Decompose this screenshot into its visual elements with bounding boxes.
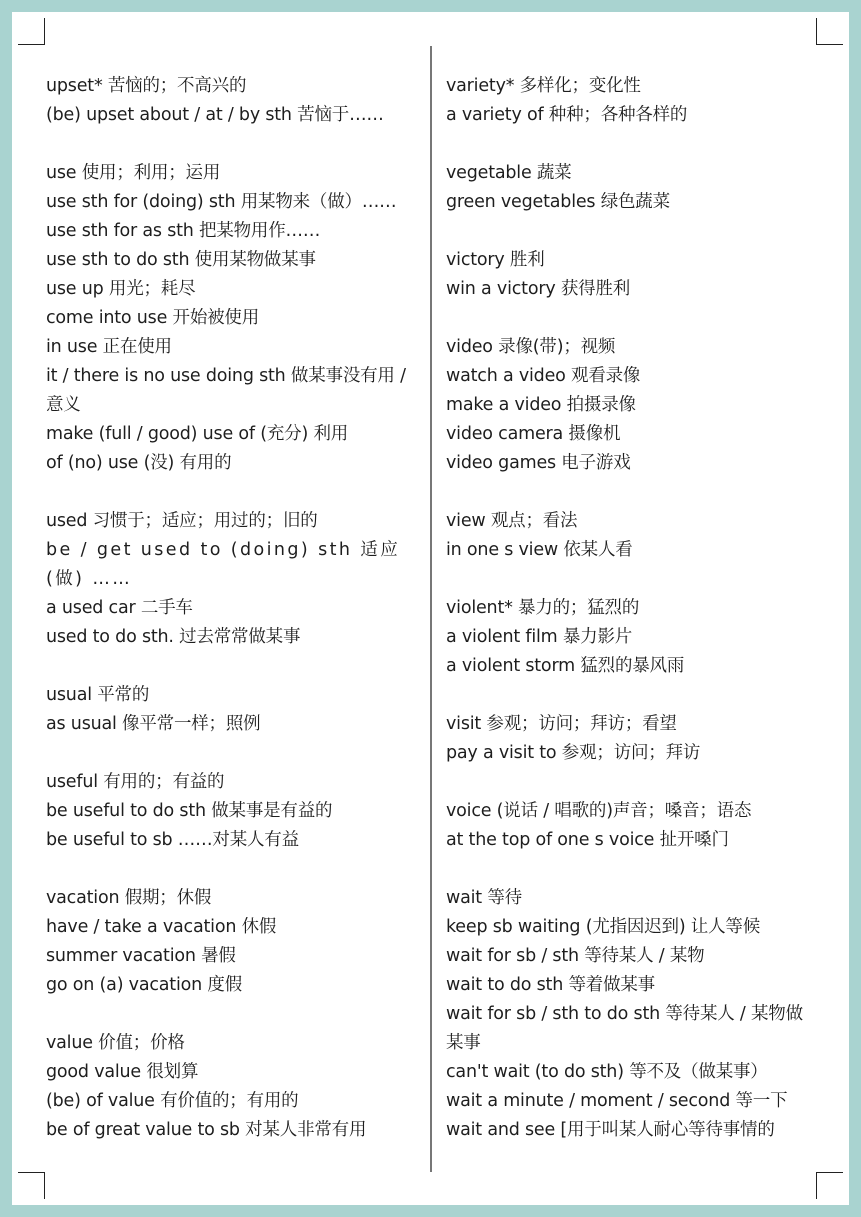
phrase-entry: in one s view 依某人看 — [446, 540, 633, 560]
headword-entry: vegetable 蔬菜 — [446, 163, 572, 183]
phrase-entry: in use 正在使用 — [46, 337, 172, 357]
crop-mark-bottom-left — [18, 1172, 45, 1199]
entry-group — [446, 507, 818, 565]
phrase-entry: green vegetables 绿色蔬菜 — [446, 192, 670, 212]
phrase-entry: go on (a) vacation 度假 — [46, 975, 242, 995]
phrase-entry: wait for sb / sth to do sth 等待某人 / 某物做某事 — [446, 1004, 803, 1053]
headword-entry: useful 有用的；有益的 — [46, 772, 225, 792]
phrase-entry: summer vacation 暑假 — [46, 946, 236, 966]
phrase-entry: a violent film 暴力影片 — [446, 627, 633, 647]
headword-entry: upset* 苦恼的；不高兴的 — [46, 76, 247, 96]
entry-group — [46, 72, 418, 130]
phrase-entry: wait and see [用于叫某人耐心等待事情的 — [446, 1120, 775, 1140]
phrase-entry: make (full / good) use of (充分) 利用 — [46, 424, 349, 444]
headword-entry: variety* 多样化；变化性 — [446, 76, 641, 96]
left-column — [46, 72, 418, 1174]
phrase-entry: win a victory 获得胜利 — [446, 279, 631, 299]
headword-entry: view 观点；看法 — [446, 511, 578, 531]
phrase-entry: (be) of value 有价值的；有用的 — [46, 1091, 299, 1111]
entry-group — [46, 768, 418, 855]
headword-entry: use 使用；利用；运用 — [46, 163, 221, 183]
entry-group — [446, 333, 818, 478]
headword-entry: voice (说话 / 唱歌的)声音；嗓音；语态 — [446, 801, 752, 821]
phrase-entry: pay a visit to 参观；访问；拜访 — [446, 743, 701, 763]
phrase-entry: a used car 二手车 — [46, 598, 193, 618]
phrase-entry: be useful to do sth 做某事是有益的 — [46, 801, 333, 821]
phrase-entry: of (no) use (没) 有用的 — [46, 453, 232, 473]
phrase-entry: use up 用光；耗尽 — [46, 279, 196, 299]
column-divider — [430, 46, 432, 1172]
entry-group — [446, 159, 818, 217]
vocabulary-page — [12, 12, 849, 1205]
phrase-entry: a variety of 种种；各种各样的 — [446, 105, 688, 125]
entry-group — [446, 884, 818, 1145]
phrase-entry: a violent storm 猛烈的暴风雨 — [446, 656, 685, 676]
phrase-entry: good value 很划算 — [46, 1062, 199, 1082]
phrase-entry: be useful to sb ……对某人有益 — [46, 830, 299, 850]
entry-group — [446, 594, 818, 681]
phrase-entry: (be) upset about / at / by sth 苦恼于…… — [46, 105, 384, 125]
headword-entry: vacation 假期；休假 — [46, 888, 212, 908]
headword-entry: wait 等待 — [446, 888, 522, 908]
entry-group — [46, 681, 418, 739]
entry-group — [446, 710, 818, 768]
phrase-entry: as usual 像平常一样；照例 — [46, 714, 261, 734]
entry-group — [46, 159, 418, 478]
phrase-entry: at the top of one s voice 扯开嗓门 — [446, 830, 729, 850]
headword-entry: used 习惯于；适应；用过的；旧的 — [46, 511, 318, 531]
crop-mark-bottom-right — [816, 1172, 843, 1199]
phrase-entry: can't wait (to do sth) 等不及（做某事） — [446, 1062, 768, 1082]
headword-entry: victory 胜利 — [446, 250, 545, 270]
right-column — [446, 72, 818, 1174]
headword-entry: violent* 暴力的；猛烈的 — [446, 598, 640, 618]
phrase-entry: keep sb waiting (尤指因迟到) 让人等候 — [446, 917, 761, 937]
phrase-entry: wait for sb / sth 等待某人 / 某物 — [446, 946, 705, 966]
entry-group — [446, 246, 818, 304]
headword-entry: usual 平常的 — [46, 685, 150, 705]
phrase-entry: video camera 摄像机 — [446, 424, 621, 444]
phrase-entry: wait to do sth 等着做某事 — [446, 975, 655, 995]
phrase-entry: be / get used to (doing) sth 适应(做) …… — [46, 540, 401, 589]
phrase-entry: it / there is no use doing sth 做某事没有用 / 意义 — [46, 366, 406, 415]
crop-mark-top-right — [816, 18, 843, 45]
entry-group — [46, 884, 418, 1000]
phrase-entry: use sth to do sth 使用某物做某事 — [46, 250, 316, 270]
phrase-entry: have / take a vacation 休假 — [46, 917, 277, 937]
entry-group — [446, 797, 818, 855]
phrase-entry: use sth for (doing) sth 用某物来（做）…… — [46, 192, 397, 212]
phrase-entry: wait a minute / moment / second 等一下 — [446, 1091, 788, 1111]
phrase-entry: watch a video 观看录像 — [446, 366, 641, 386]
phrase-entry: come into use 开始被使用 — [46, 308, 260, 328]
headword-entry: visit 参观；访问；拜访；看望 — [446, 714, 677, 734]
headword-entry: value 价值；价格 — [46, 1033, 185, 1053]
phrase-entry: used to do sth. 过去常常做某事 — [46, 627, 301, 647]
entry-group — [46, 1029, 418, 1145]
phrase-entry: be of great value to sb 对某人非常有用 — [46, 1120, 367, 1140]
phrase-entry: video games 电子游戏 — [446, 453, 631, 473]
phrase-entry: make a video 拍摄录像 — [446, 395, 636, 415]
phrase-entry: use sth for as sth 把某物用作…… — [46, 221, 321, 241]
crop-mark-top-left — [18, 18, 45, 45]
entry-group — [46, 507, 418, 652]
entry-group — [446, 72, 818, 130]
headword-entry: video 录像(带)；视频 — [446, 337, 616, 357]
